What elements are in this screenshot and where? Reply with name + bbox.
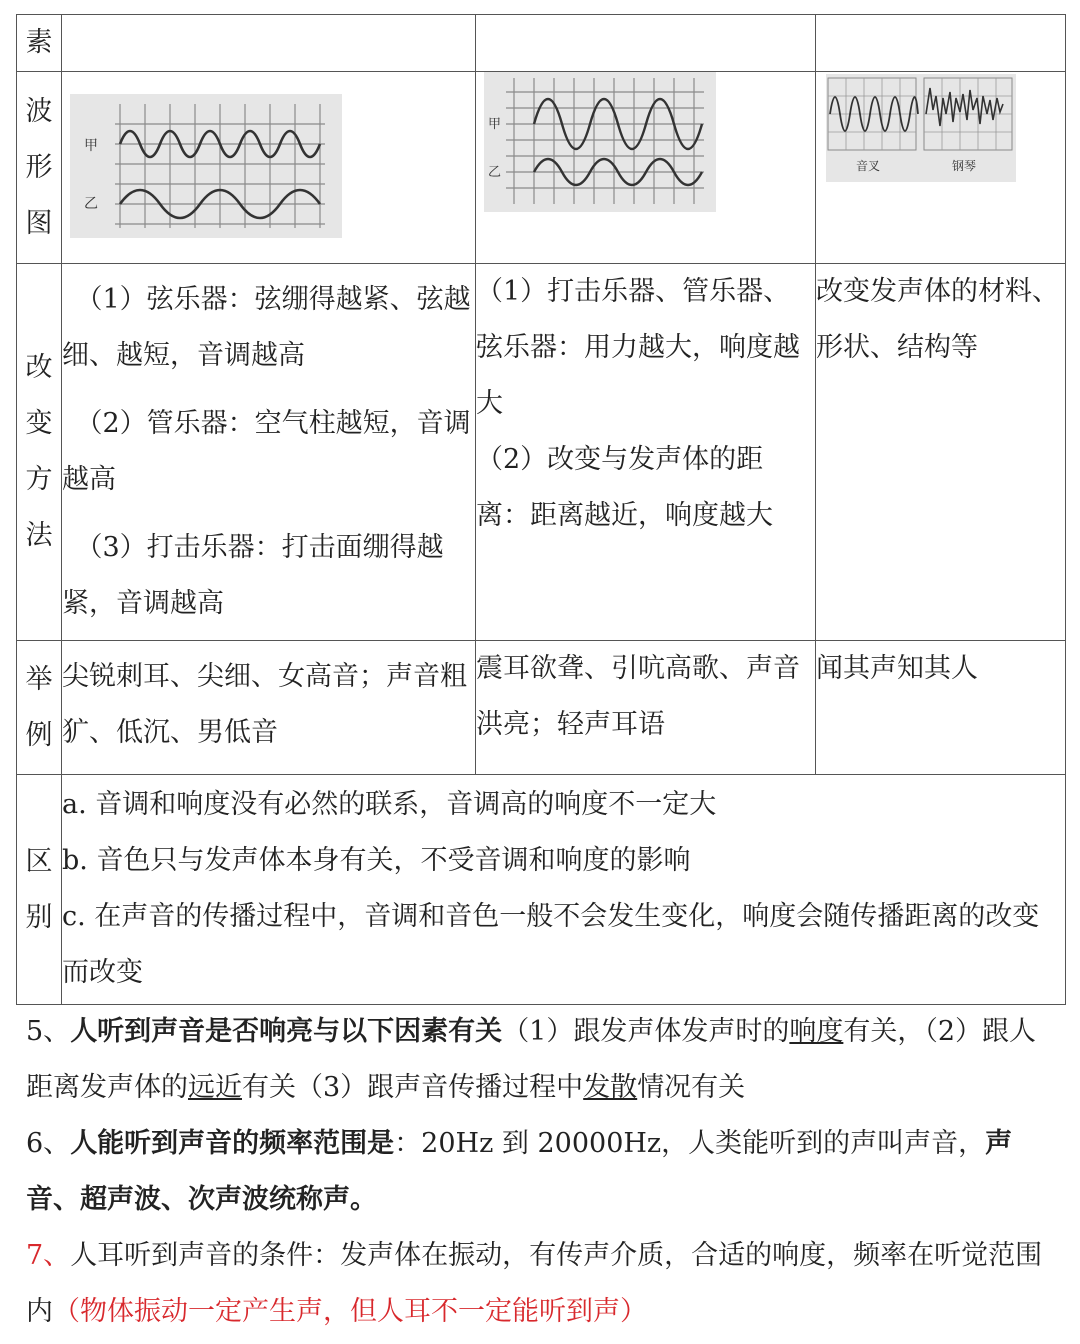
method-cell-loudness bbox=[476, 264, 816, 641]
row-header-difference: 区 别 bbox=[17, 775, 62, 1005]
method-pitch-item: （3）打击乐器：打击面绷得越紧，音调越高 bbox=[62, 532, 444, 619]
difference-cell bbox=[62, 775, 1066, 1005]
timbre-waveform-image bbox=[826, 74, 1016, 182]
example-cell-timbre: 闻其声知其人 bbox=[816, 641, 1066, 775]
method-cell-pitch bbox=[62, 264, 476, 641]
note-6: 6、人能听到声音的频率范围是：20Hz 到 20000Hz，人类能听到的声叫声音，声音、超声波、次声波统称声。 bbox=[26, 1128, 1013, 1215]
waveform-cell-timbre bbox=[816, 72, 1066, 264]
svg-text:乙: 乙 bbox=[84, 196, 98, 212]
table-row-method bbox=[17, 264, 1066, 641]
row-header-method: 改 变 方 法 bbox=[17, 264, 62, 641]
svg-text:钢琴: 钢琴 bbox=[952, 159, 977, 173]
loudness-waveform-image bbox=[484, 72, 716, 212]
row-header-waveform: 波 形 图 bbox=[17, 72, 62, 264]
table-row-waveform bbox=[17, 72, 1066, 264]
notes-section bbox=[26, 1004, 1060, 1340]
sound-characteristics-table bbox=[16, 14, 1066, 1005]
method-loudness-item: （2）改变与发声体的距离：距离越近，响度越大 bbox=[476, 444, 773, 531]
row-header-top: 素 bbox=[17, 15, 62, 72]
method-pitch-item: （1）弦乐器：弦绷得越紧、弦越细、越短，音调越高 bbox=[62, 284, 471, 371]
row-header-example: 举 例 bbox=[17, 641, 62, 775]
waveform-cell-pitch bbox=[62, 72, 476, 264]
table-row-example bbox=[17, 641, 1066, 775]
example-cell-loudness: 震耳欲聋、引吭高歌、声音洪亮；轻声耳语 bbox=[476, 641, 816, 775]
top-cell-pitch bbox=[62, 15, 476, 72]
method-loudness-item: （1）打击乐器、管乐器、弦乐器：用力越大，响度越大 bbox=[476, 276, 800, 419]
svg-text:音叉: 音叉 bbox=[856, 159, 881, 173]
difference-item: a. 音调和响度没有必然的联系，音调高的响度不一定大 bbox=[62, 789, 717, 820]
svg-text:甲: 甲 bbox=[84, 138, 98, 154]
top-cell-timbre bbox=[816, 15, 1066, 72]
pitch-waveform-image bbox=[70, 94, 342, 238]
svg-text:乙: 乙 bbox=[488, 165, 502, 180]
top-cell-loudness bbox=[476, 15, 816, 72]
table-row-top bbox=[17, 15, 1066, 72]
method-pitch-item: （2）管乐器：空气柱越短，音调越高 bbox=[62, 408, 471, 495]
note-7: 7、人耳听到声音的条件：发声体在振动，有传声介质，合适的响度，频率在听觉范围内（物体振动一定产生声，但人耳不一定能听到声） bbox=[26, 1240, 1043, 1327]
svg-text:甲: 甲 bbox=[488, 117, 502, 132]
difference-item: c. 在声音的传播过程中，音调和音色一般不会发生变化，响度会随传播距离的改变而改变 bbox=[62, 901, 1040, 988]
example-cell-pitch: 尖锐刺耳、尖细、女高音；声音粗犷、低沉、男低音 bbox=[62, 641, 476, 775]
method-timbre-text: 改变发声体的材料、形状、结构等 bbox=[816, 276, 1059, 363]
method-cell-timbre bbox=[816, 264, 1066, 641]
waveform-cell-loudness bbox=[476, 72, 816, 264]
difference-item: b. 音色只与发声体本身有关，不受音调和响度的影响 bbox=[62, 845, 691, 876]
note-5: 5、人听到声音是否响亮与以下因素有关（1）跟发声体发声时的响度有关，（2）跟人距离发声体的远近有关（3）跟声音传播过程中发散情况有关 bbox=[26, 1016, 1037, 1103]
table-row-difference bbox=[17, 775, 1066, 1005]
